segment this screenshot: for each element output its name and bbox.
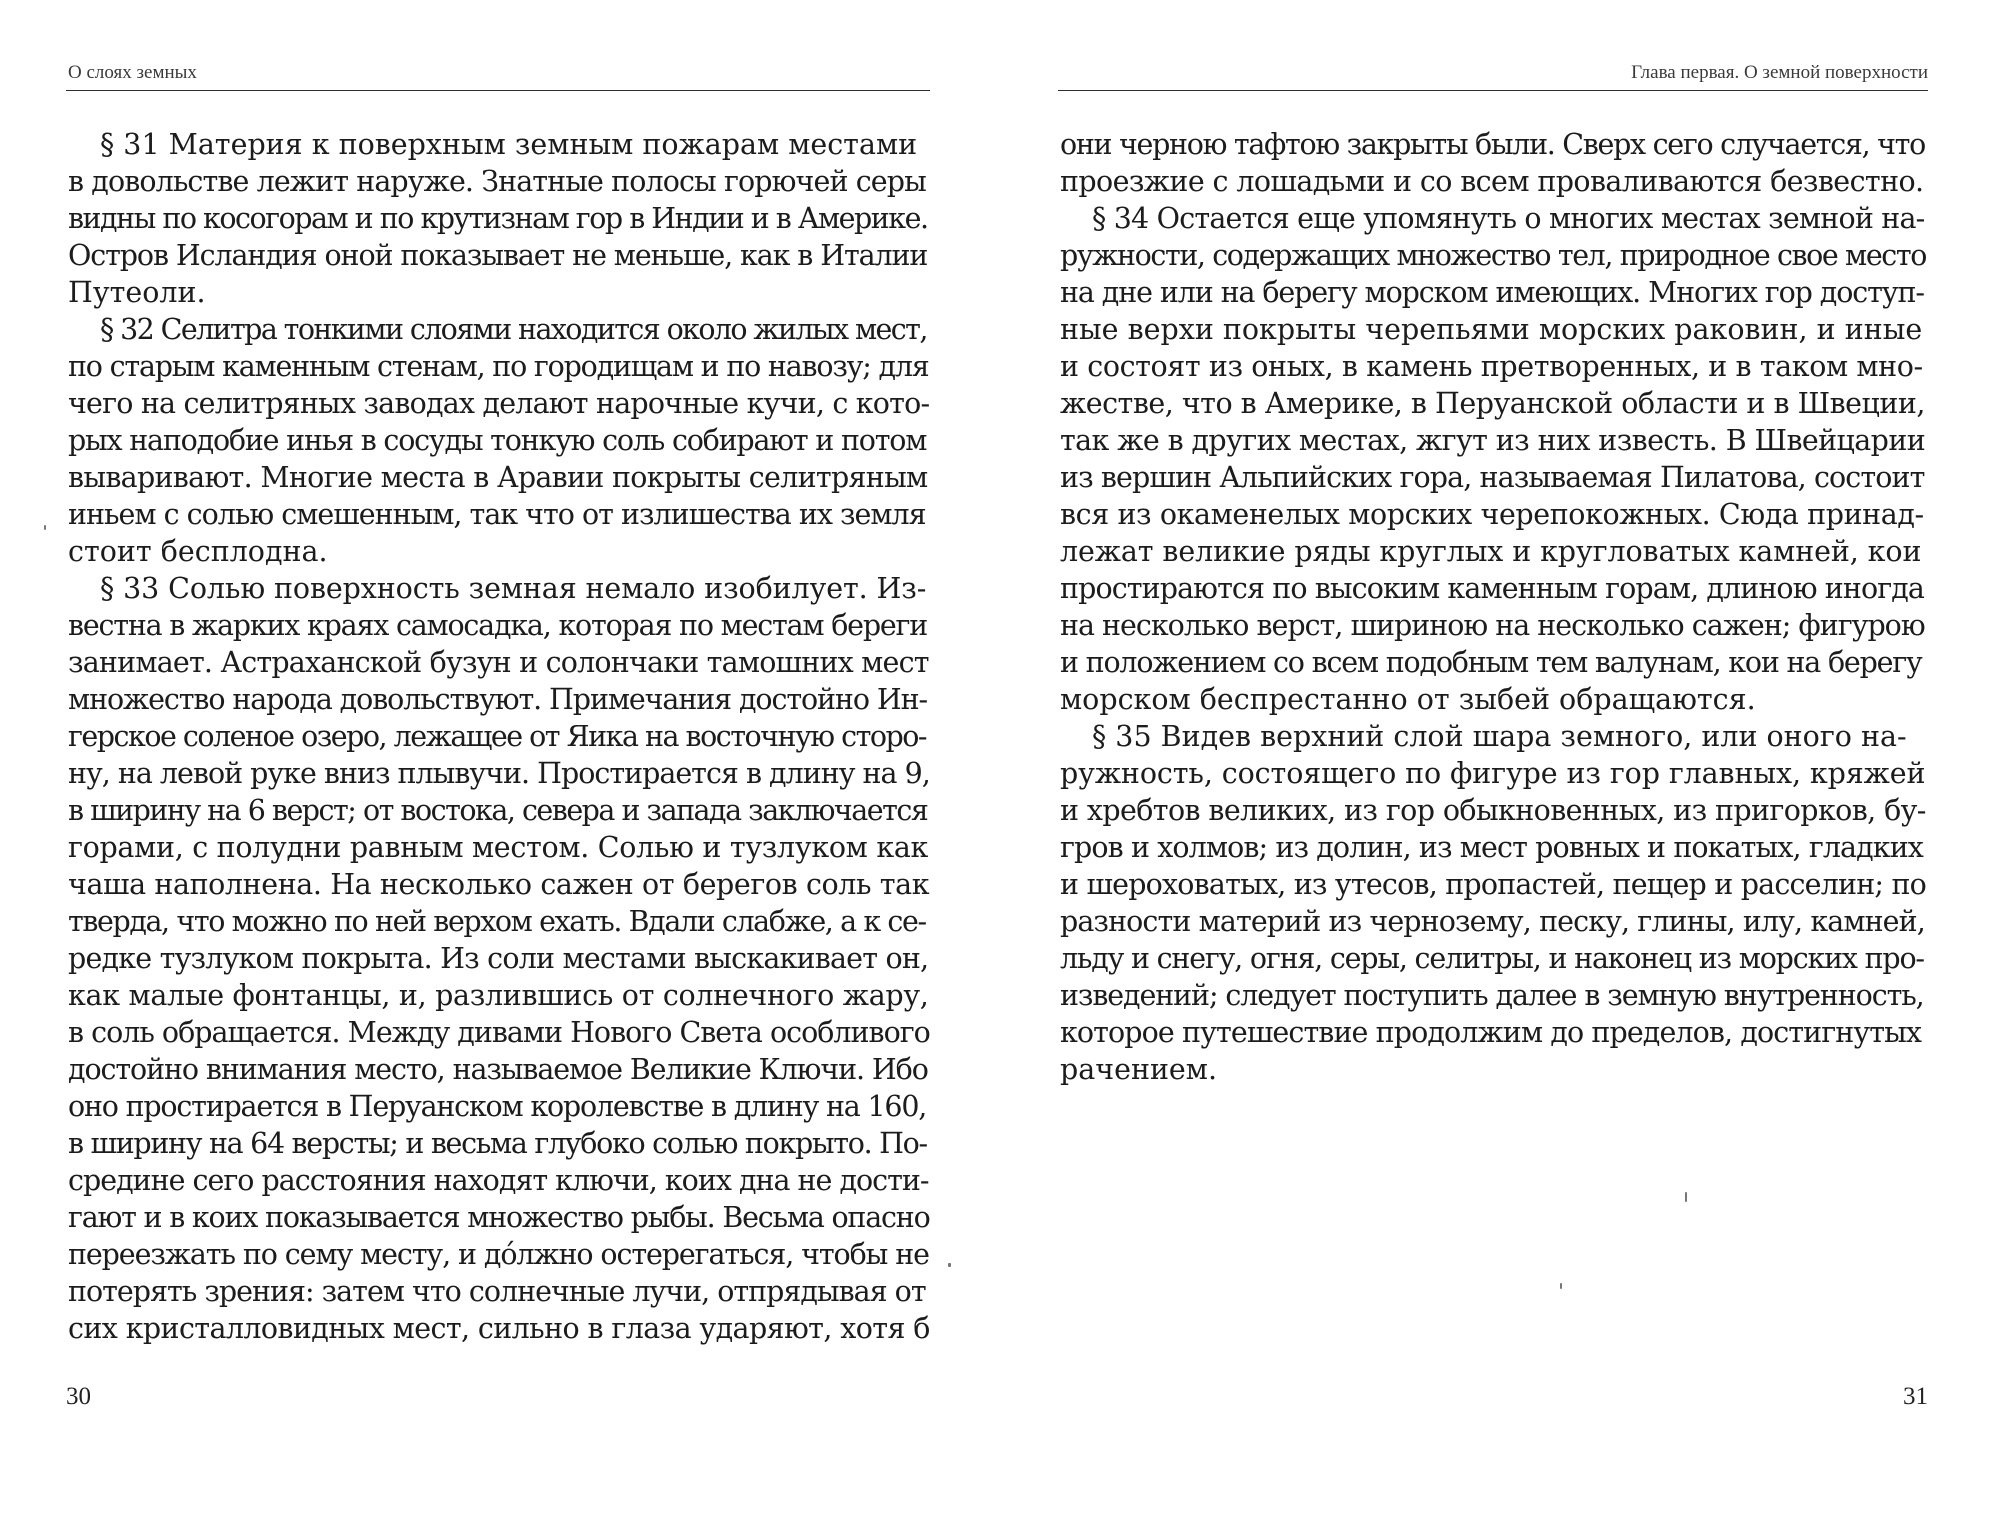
text-line: тверда, что можно по ней верхом ехать. Вдали слабже, а к се- bbox=[68, 905, 926, 938]
text-line: § 33 Солью поверхность земная немало изобилует. Из- bbox=[100, 572, 927, 605]
text-line: чего на селитряных заводах делают нарочные кучи, с кото- bbox=[68, 387, 930, 420]
print-speck bbox=[1685, 1192, 1687, 1202]
page-number: 31 bbox=[1903, 1383, 1928, 1410]
text-line: гают и в коих показывается множество рыбы. Весьма опасно bbox=[68, 1201, 930, 1234]
text-line: вся из окаменелых морских черепокожных. Сюда принад- bbox=[1060, 498, 1924, 531]
running-head: Глава первая. О земной поверхности bbox=[1631, 62, 1928, 83]
text-line: из вершин Альпийских гора, называемая Пилатова, состоит bbox=[1060, 461, 1925, 494]
text-line: лежат великие ряды круглых и кругловатых камней, кои bbox=[1060, 535, 1922, 568]
header-rule bbox=[66, 90, 930, 91]
text-line: в ширину на 6 верст; от востока, севера и запада заключается bbox=[68, 794, 928, 827]
text-line: в ширину на 64 версты; и весьма глубоко солью покрыто. По- bbox=[68, 1127, 927, 1160]
text-line: Путеоли. bbox=[68, 276, 206, 309]
text-line: ружности, содержащих множество тел, природное свое место bbox=[1060, 239, 1926, 272]
print-speck bbox=[948, 1263, 951, 1267]
page-number: 30 bbox=[66, 1383, 91, 1410]
right-page bbox=[1000, 0, 2000, 1515]
text-line: сих кристалловидных мест, сильно в глаза ударяют, хотя б bbox=[68, 1312, 930, 1345]
text-line: ну, на левой руке вниз плывучи. Простирается в длину на 9, bbox=[68, 757, 930, 790]
text-line: переезжать по сему месту, и дóлжно остерегаться, чтобы не bbox=[68, 1238, 929, 1271]
text-line: вестна в жарких краях самосадка, которая по местам береги bbox=[68, 609, 928, 642]
body-text bbox=[1060, 126, 1926, 1088]
text-line: гров и холмов; из долин, из мест ровных и покатых, гладких bbox=[1060, 831, 1923, 864]
print-speck bbox=[1560, 1283, 1562, 1289]
text-line: ные верхи покрыты черепьями морских раковин, и иные bbox=[1060, 313, 1923, 346]
text-line: рых наподобие инья в сосуды тонкую соль собирают и потом bbox=[68, 424, 927, 457]
text-line: множество народа довольствуют. Примечания достойно Ин- bbox=[68, 683, 928, 716]
text-line: ружность, состоящего по фигуре из гор главных, кряжей bbox=[1060, 757, 1926, 790]
text-line: герское соленое озеро, лежащее от Яика на восточную сторо- bbox=[68, 720, 927, 753]
text-line: и хребтов великих, из гор обыкновенных, из пригорков, бу- bbox=[1060, 794, 1926, 827]
text-line: и шероховатых, из утесов, пропастей, пещер и расселин; по bbox=[1060, 868, 1927, 901]
text-line: редке тузлуком покрыта. Из соли местами выскакивает он, bbox=[68, 942, 929, 975]
running-head: О слоях земных bbox=[68, 62, 197, 83]
print-speck bbox=[44, 525, 46, 530]
text-line: изведений; следует поступить далее в земную внутренность, bbox=[1060, 979, 1924, 1012]
text-line: и положением со всем подобным тем валунам, кои на берегу bbox=[1060, 646, 1922, 679]
text-line: так же в других местах, жгут из них известь. В Швейцарии bbox=[1060, 424, 1926, 457]
text-line: рачением. bbox=[1060, 1053, 1218, 1086]
text-line: вываривают. Многие места в Аравии покрыты селитряным bbox=[68, 461, 928, 494]
text-line: в соль обращается. Между дивами Нового Света особливого bbox=[68, 1016, 930, 1049]
text-line: чаша наполнена. На несколько сажен от берегов соль так bbox=[68, 868, 930, 901]
text-line: горами, с полудни равным местом. Солью и тузлуком как bbox=[68, 831, 929, 864]
text-line: они черною тафтою закрыты были. Сверх сего случается, что bbox=[1060, 128, 1925, 161]
text-line: проезжие с лошадьми и со всем проваливаются безвестно. bbox=[1060, 165, 1924, 198]
text-line: потерять зрения: затем что солнечные лучи, отпрядывая от bbox=[68, 1275, 926, 1308]
header-rule bbox=[1058, 90, 1928, 91]
text-line: видны по косогорам и по крутизнам гор в Индии и в Америке. bbox=[68, 202, 928, 235]
text-line: на дне или на берегу морском имеющих. Многих гор доступ- bbox=[1060, 276, 1924, 309]
text-line: как малые фонтанцы, и, разлившись от солнечного жару, bbox=[68, 979, 929, 1012]
text-line: по старым каменным стенам, по городищам и по навозу; для bbox=[68, 350, 929, 383]
text-line: стоит бесплодна. bbox=[68, 535, 328, 568]
text-line: § 32 Селитра тонкими слоями находится около жилых мест, bbox=[100, 313, 927, 346]
text-line: иньем с солью смешенным, так что от излишества их земля bbox=[68, 498, 926, 531]
text-line: льду и снегу, огня, серы, селитры, и наконец из морских про- bbox=[1060, 942, 1924, 975]
text-line: средине сего расстояния находят ключи, коих дна не дости- bbox=[68, 1164, 929, 1197]
text-line: и состоят из оных, в камень претворенных, и в таком мно- bbox=[1060, 350, 1923, 383]
text-line: § 34 Остается еще упомянуть о многих местах земной на- bbox=[1092, 202, 1925, 235]
body-text bbox=[68, 126, 930, 1347]
text-line: оно простирается в Перуанском королевстве в длину на 160, bbox=[68, 1090, 927, 1123]
text-line: в довольстве лежит наруже. Знатные полосы горючей серы bbox=[68, 165, 926, 198]
text-line: § 31 Материя к поверхным земным пожарам местами bbox=[100, 128, 918, 161]
text-line: которое путешествие продолжим до пределов, достигнутых bbox=[1060, 1016, 1922, 1049]
text-line: Остров Исландия оной показывает не меньше, как в Италии bbox=[68, 239, 928, 272]
text-line: разности материй из чернозему, песку, глины, илу, камней, bbox=[1060, 905, 1925, 938]
text-line: достойно внимания место, называемое Великие Ключи. Ибо bbox=[68, 1053, 928, 1086]
text-line: § 35 Видев верхний слой шара земного, или оного на- bbox=[1092, 720, 1907, 753]
text-line: на несколько верст, шириною на несколько сажен; фигурою bbox=[1060, 609, 1925, 642]
text-line: морском беспрестанно от зыбей обращаются. bbox=[1060, 683, 1756, 716]
text-line: простираются по высоким каменным горам, длиною иногда bbox=[1060, 572, 1924, 605]
text-line: жестве, что в Америке, в Перуанской области и в Швеции, bbox=[1060, 387, 1925, 420]
text-line: занимает. Астраханской бузун и солончаки тамошних мест bbox=[68, 646, 929, 679]
